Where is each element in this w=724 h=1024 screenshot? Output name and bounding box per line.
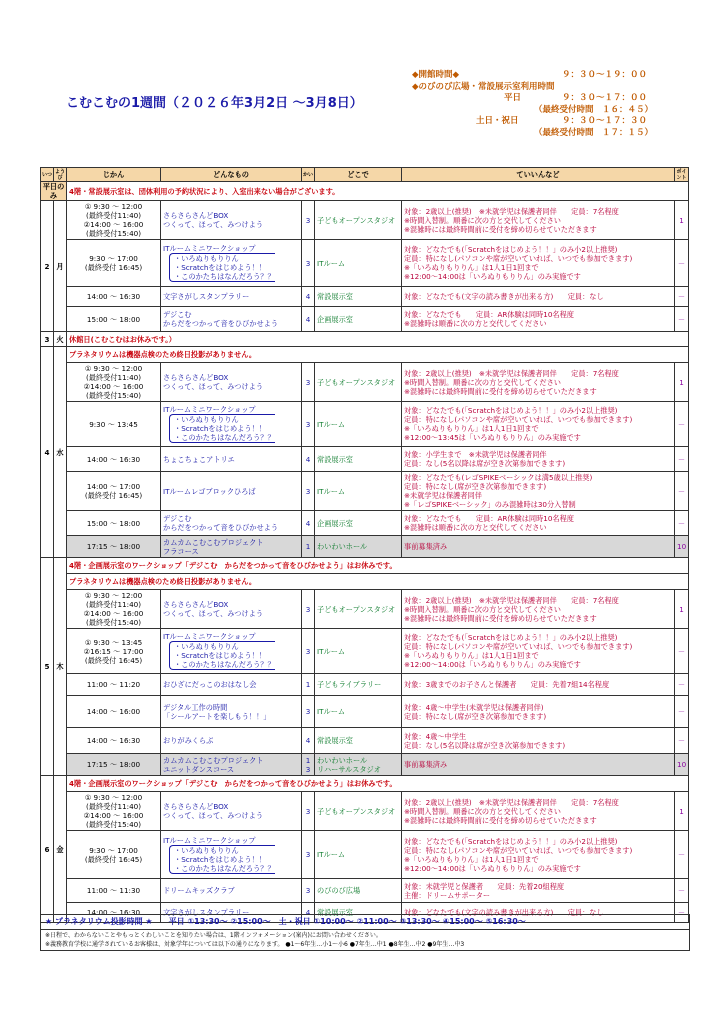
header-donna: どんなもの <box>161 168 302 182</box>
date-4: 4 <box>41 347 54 558</box>
time: 14:00 ～ 16:30 <box>67 447 161 472</box>
floor: 3 <box>302 402 315 447</box>
dow-6: 金 <box>54 776 67 923</box>
weekday-time: ９：３０～１７：００ <box>562 93 648 103</box>
footer-notes <box>41 929 689 950</box>
table-row <box>41 402 689 447</box>
floor: 3 <box>302 629 315 674</box>
table-row <box>41 347 689 363</box>
time: ②14:00 ～ 16:00 <box>83 811 144 820</box>
table-row <box>41 792 689 831</box>
floor: 1 <box>305 755 311 765</box>
table-row <box>41 776 689 792</box>
day-notice: プラネタリウムは機器点検のため終日投影がありません。 <box>67 347 689 363</box>
detail: 対象：4歳～中学生(未就学児は保護者同伴) <box>404 702 544 712</box>
event-subtitle: フラコース <box>163 546 199 556</box>
place: リハーサルスタジオ <box>317 764 381 774</box>
header-kai: かい <box>302 168 315 182</box>
detail: 対象：2歳以上(推奨) ※未就学児は保護者同伴 定員：7名程度 <box>404 368 619 378</box>
floor: 3 <box>305 764 311 774</box>
event-name: ITルームミニワークショップ <box>163 632 256 641</box>
time: 14:00 ～ 16:30 <box>67 903 161 923</box>
floor: 3 <box>302 831 315 879</box>
event-subtitle: ユニットダンスコース <box>163 764 235 774</box>
detail: 対象：どなたでも(文字の読み書きが出来る方) 定員：なし <box>402 287 675 307</box>
table-row <box>41 307 689 332</box>
place: ITルーム <box>315 831 402 879</box>
workshop-item: ・いろぬりもりりん <box>174 642 239 651</box>
time: 15:00 ～ 18:00 <box>67 307 161 332</box>
table-row <box>41 287 689 307</box>
floor: 3 <box>302 879 315 903</box>
detail: 対象：4歳～中学生 <box>404 731 467 741</box>
time: ②14:00 ～ 16:00 <box>83 382 144 391</box>
detail: 対象：どなたでも(「Scratchをはじめよう！！」のみ小2以上推奨) <box>404 406 618 415</box>
detail: 対象：どなたでも 定員：AR体験は同時10名程度 <box>404 514 574 523</box>
detail: 対象：どなたでも(文字の読み書きが出来る方) 定員：なし <box>402 903 675 923</box>
time: ① 9:30 ～ 12:00 <box>84 591 143 600</box>
point: － <box>675 629 689 674</box>
event-subtitle: 「シールアートを楽しもう！！」 <box>163 711 271 721</box>
header-jikan: じかん <box>67 168 161 182</box>
detail: 対象：どなたでも(「Scratchをはじめよう！！」のみ小2以上推奨) <box>404 245 618 254</box>
table-row <box>41 558 689 574</box>
event-name: ITルームレゴブロックひろば <box>161 472 302 511</box>
detail: ※時間入替制。順番に次の方と交代してください <box>404 806 561 816</box>
place: ITルーム <box>315 472 402 511</box>
dow-5: 木 <box>54 558 67 776</box>
time: ① 9:30 ～ 12:00 <box>84 793 143 802</box>
time-note: (最終受付11:40) <box>85 600 142 609</box>
detail: 対象：3歳までのお子さんと保護者 定員：先着7組14名程度 <box>402 674 675 696</box>
point: 10 <box>675 754 689 776</box>
time-note: (最終受付11:40) <box>85 211 142 220</box>
time-note: (最終受付15:40) <box>85 229 142 238</box>
day-notice: 4階・企画展示室のワークショップ「デジこむ からだをつかって音をひびかせよう」はお休みです。 <box>67 558 689 574</box>
detail: ※12:00～14:00は「いろぬりもりりん」のみ実施です <box>404 863 581 873</box>
place: わいわいホール <box>317 755 368 765</box>
workshop-list <box>169 414 275 443</box>
place: ITルーム <box>315 696 402 728</box>
detail: ※混雑時には最終時間前に受付を締め切らせていただきます <box>404 613 597 623</box>
detail: ※「いろぬりもりりん」は1人1日1回まで <box>404 424 539 433</box>
table-row <box>41 696 689 728</box>
floor: 3 <box>302 590 315 629</box>
time-note: (最終受付11:40) <box>85 373 142 382</box>
table-row <box>41 536 689 558</box>
time-note: (最終受付 16:45) <box>84 655 143 665</box>
point: － <box>675 903 689 923</box>
detail: 対象：どなたでも(レゴSPIKEベーシックは満5歳以上推奨) <box>404 473 593 482</box>
detail: 定員：なし(5名以降は席が空き次第参加できます) <box>404 740 566 750</box>
detail: ※「いろぬりもりりん」は1人1日1回まで <box>404 263 539 272</box>
workshop-item: ・このかたちはなんだろう？？ <box>174 272 275 281</box>
detail: ※時間入替制。順番に次の方と交代してください <box>404 215 561 225</box>
point: － <box>675 307 689 332</box>
floor: 1 <box>302 674 315 696</box>
place: 常設展示室 <box>315 287 402 307</box>
time-note: (最終受付 16:45) <box>84 263 143 272</box>
table-row <box>41 447 689 472</box>
time: 14:00 ～ 17:00 <box>86 482 141 491</box>
time: 17:15 ～ 18:00 <box>67 536 161 558</box>
detail: 定員：特になし(パソコンや席が空いていれば、いつでも参加できます) <box>404 642 633 651</box>
detail: 定員：特になし(パソコンや席が空いていれば、いつでも参加できます) <box>404 845 633 855</box>
time: 15:00 ～ 18:00 <box>67 511 161 536</box>
point: 1 <box>675 792 689 831</box>
place: ITルーム <box>315 629 402 674</box>
header-youbi: ようび <box>54 168 65 181</box>
detail: 対象：どなたでも 定員：AR体験は同時10名程度 <box>404 310 574 319</box>
point: － <box>675 696 689 728</box>
event-name: デジこむ <box>163 310 192 319</box>
table-row <box>41 240 689 287</box>
footer <box>40 914 690 951</box>
place: わいわいホール <box>315 536 402 558</box>
point: － <box>675 402 689 447</box>
table-row <box>41 472 689 511</box>
day-notice: 4階・企画展示室のワークショップ「デジこむ からだをつかって音をひびかせよう」はお休みです。 <box>67 776 689 792</box>
time-note: (最終受付15:40) <box>85 618 142 627</box>
floor: 3 <box>302 201 315 240</box>
place: 常設展示室 <box>315 447 402 472</box>
workshop-list <box>169 845 275 874</box>
time: ① 9:30 ～ 12:00 <box>84 364 143 373</box>
table-row <box>41 332 689 347</box>
time: 9:30 ～ 17:00 <box>89 254 138 263</box>
place: 企画展示室 <box>315 511 402 536</box>
event-subtitle: つくって、ほって、みつけよう <box>163 220 264 229</box>
point: － <box>675 879 689 903</box>
detail: 対象：小学生まで ※未就学児は保護者同伴 <box>404 450 547 459</box>
time: 17:15 ～ 18:00 <box>67 754 161 776</box>
place: 子どもオープンスタジオ <box>315 792 402 831</box>
event-name: ちょこちょこアトリエ <box>161 447 302 472</box>
place: ITルーム <box>315 402 402 447</box>
table-row <box>41 879 689 903</box>
weekday-only-label: 平日のみ <box>41 182 67 201</box>
event-name: さらさらさんどBOX <box>163 373 229 382</box>
floor: 1 <box>302 536 315 558</box>
holiday-last: （最終受付時間 １７：１５） <box>534 127 654 138</box>
detail: 定員：特になし(パソコンや席が空いていれば、いつでも参加できます) <box>404 254 633 263</box>
schedule-table <box>40 167 689 923</box>
workshop-item: ・いろぬりもりりん <box>174 254 239 263</box>
workshop-item: ・いろぬりもりりん <box>174 845 239 855</box>
holiday-time: ９：３０～１７：３０ <box>562 116 648 126</box>
dow-4: 水 <box>54 347 67 558</box>
detail: ※「いろぬりもりりん」は1人1日1回まで <box>404 651 539 660</box>
detail: 定員：なし(5名以降は席が空き次第参加できます) <box>404 459 566 468</box>
event-name: さらさらさんどBOX <box>163 211 229 220</box>
table-row <box>41 363 689 402</box>
detail: ※「いろぬりもりりん」は1人1日1回まで <box>404 854 539 864</box>
event-name: カムカムこむこむプロジェクト <box>163 537 264 547</box>
floor: 3 <box>302 792 315 831</box>
point: － <box>675 447 689 472</box>
open-time: ９：３０～１９：００ <box>562 70 648 80</box>
table-row <box>41 754 689 776</box>
place: 常設展示室 <box>315 728 402 754</box>
table-row <box>41 574 689 590</box>
date-3: 3 <box>41 332 54 347</box>
header-point: ポイント <box>676 168 687 181</box>
plaza-label: ◆のびのび広場・常設展示室利用時間 <box>412 81 555 92</box>
time: ① 9:30 ～ 12:00 <box>84 202 143 211</box>
detail: ※「レゴSPIKEベーシック」のみ混雑時は30分入替制 <box>404 500 576 509</box>
point: 1 <box>675 201 689 240</box>
date-5: 5 <box>41 558 54 776</box>
detail: 対象：2歳以上(推奨) ※未就学児は保護者同伴 定員：7名程度 <box>404 206 619 216</box>
point: 1 <box>675 590 689 629</box>
detail: 対象：どなたでも(「Scratchをはじめよう！！」のみ小2以上推奨) <box>404 836 618 846</box>
event-name: ドリームキッズクラブ <box>161 879 302 903</box>
time-note: (最終受付15:40) <box>85 820 142 829</box>
detail: 対象：どなたでも(「Scratchをはじめよう！！」のみ小2以上推奨) <box>404 633 618 642</box>
detail: ※未就学児は保護者同伴 <box>404 491 482 500</box>
workshop-list <box>169 641 275 670</box>
footer-note: ※日程で、わからないことやもっとくわしいことを知りたい場合は、1階インフォメーション(案内)にお問い合わせください。 <box>45 932 382 939</box>
event-name: 文字さがしスタンプラリー <box>161 287 302 307</box>
detail: ※12:00～13:45は「いろぬりもりりん」のみ実施です <box>404 433 581 442</box>
point: － <box>675 511 689 536</box>
floor: 3 <box>302 696 315 728</box>
event-name: カムカムこむこむプロジェクト <box>163 755 264 765</box>
event-subtitle: つくって、ほって、みつけよう <box>163 811 264 820</box>
open-label: ◆開館時間◆ <box>412 70 460 80</box>
detail: 定員：特になし(席が空き次第参加できます) <box>404 482 547 491</box>
workshop-item: ・いろぬりもりりん <box>174 415 239 424</box>
event-name: 文字さがしスタンプラリー <box>161 903 302 923</box>
place: 子どもライブラリー <box>315 674 402 696</box>
event-subtitle: つくって、ほって、みつけよう <box>163 609 264 618</box>
table-row <box>41 590 689 629</box>
time: ① 9:30 ～ 13:45 <box>84 637 143 647</box>
date-2: 2 <box>41 201 54 332</box>
workshop-item: ・Scratchをはじめよう！！ <box>174 424 266 433</box>
floor: 3 <box>302 363 315 402</box>
workshop-item: ・Scratchをはじめよう！！ <box>174 263 266 272</box>
event-name: さらさらさんどBOX <box>163 600 229 609</box>
point: － <box>675 472 689 511</box>
workshop-list <box>169 253 275 282</box>
event-name: おひざにだっこのおはなし会 <box>161 674 302 696</box>
floor: 4 <box>302 287 315 307</box>
time: 14:00 ～ 16:30 <box>67 728 161 754</box>
weekday-last: （最終受付時間 １６：４５） <box>534 104 654 115</box>
floor: 4 <box>302 511 315 536</box>
header-itsu: いつ <box>41 168 54 182</box>
floor: 4 <box>302 728 315 754</box>
time: ②14:00 ～ 16:00 <box>83 609 144 618</box>
day-notice: プラネタリウムは機器点検のため終日投影がありません。 <box>67 574 689 590</box>
point: 10 <box>675 536 689 558</box>
place: 企画展示室 <box>315 307 402 332</box>
point: － <box>675 728 689 754</box>
detail: 事前募集済み <box>402 536 675 558</box>
header-row <box>41 168 689 182</box>
time: 14:00 ～ 16:30 <box>67 287 161 307</box>
workshop-item: ・このかたちはなんだろう？？ <box>174 433 275 442</box>
event-name: ITルームミニワークショップ <box>163 405 256 414</box>
table-row <box>41 728 689 754</box>
detail: 対象：2歳以上(推奨) ※未就学児は保護者同伴 定員：7名程度 <box>404 797 619 807</box>
table-row <box>41 511 689 536</box>
closed-notice: 休館日(こむこむはお休みです。） <box>67 332 689 347</box>
workshop-item: ・Scratchをはじめよう！！ <box>174 854 266 864</box>
event-name: デジこむ <box>163 514 192 523</box>
event-subtitle: つくって、ほって、みつけよう <box>163 382 264 391</box>
event-subtitle: からだをつかって音をひびかせよう <box>163 523 279 532</box>
footer-note: ※義務教育学校に通学されているお客様は、対象学年については以下の通りになります。 ●1～6年生…小1～小6 ●7年生…中1 ●8年生…中2 ●9年生…中3 <box>45 941 465 948</box>
header-iinado: ていいんなど <box>402 168 675 182</box>
floor: 4 <box>302 307 315 332</box>
table-row <box>41 674 689 696</box>
detail: ※混雑時には最終時間前に受付を締め切らせていただきます <box>404 386 597 396</box>
detail: ※混雑時は順番に次の方と交代してください <box>404 523 547 532</box>
workshop-item: ・Scratchをはじめよう！！ <box>174 651 266 660</box>
time: 9:30 ～ 13:45 <box>67 402 161 447</box>
detail: 対象：2歳以上(推奨) ※未就学児は保護者同伴 定員：7名程度 <box>404 595 619 605</box>
dow-3: 火 <box>54 332 67 347</box>
point: － <box>675 674 689 696</box>
workshop-item: ・このかたちはなんだろう？？ <box>174 863 275 873</box>
weekday-notice: 4階・常設展示室は、団体利用の予約状況により、入室出来ない場合がございます。 <box>67 182 689 201</box>
holiday-label: 土日・祝日 <box>476 116 519 126</box>
detail: 事前募集済み <box>402 754 675 776</box>
detail: ※混雑時には最終時間前に受付を締め切らせていただきます <box>404 224 597 234</box>
table-row <box>41 831 689 879</box>
weekday-only-row <box>41 182 689 201</box>
time: 11:00 ～ 11:30 <box>67 879 161 903</box>
dow-2: 月 <box>54 201 67 332</box>
floor: 4 <box>302 447 315 472</box>
detail: ※12:00～14:00は「いろぬりもりりん」のみ実施です <box>404 660 581 669</box>
detail: ※12:00～14:00は「いろぬりもりりん」のみ実施です <box>404 272 581 281</box>
point: － <box>675 831 689 879</box>
header-doko: どこで <box>315 168 402 182</box>
weekday-label: 平日 <box>504 93 522 103</box>
point: － <box>675 240 689 287</box>
time-note: (最終受付 16:45) <box>84 491 143 500</box>
detail: ※混雑時は順番に次の方と交代してください <box>404 319 547 328</box>
detail: 定員：特になし(席が空き次第参加できます) <box>404 711 547 721</box>
floor: 4 <box>302 903 315 923</box>
table-row <box>41 201 689 240</box>
floor: 3 <box>302 240 315 287</box>
floor: 3 <box>302 472 315 511</box>
time-note: (最終受付15:40) <box>85 391 142 400</box>
event-name: おりがみくらぶ <box>161 728 302 754</box>
table-row <box>41 629 689 674</box>
place: 子どもオープンスタジオ <box>315 590 402 629</box>
time: 11:00 ～ 11:20 <box>67 674 161 696</box>
place: 常設展示室 <box>315 903 402 923</box>
detail: 定員：特になし(パソコンや席が空いていれば、いつでも参加できます) <box>404 415 633 424</box>
point: － <box>675 287 689 307</box>
detail: ※混雑時には最終時間前に受付を締め切らせていただきます <box>404 815 597 825</box>
workshop-item: ・このかたちはなんだろう？？ <box>174 660 275 669</box>
detail: 対象：未就学児と保護者 定員：先着20組程度 <box>404 881 565 891</box>
point: 1 <box>675 363 689 402</box>
detail: 主催：ドリームサポーター <box>404 890 491 900</box>
detail: ※時間入替制。順番に次の方と交代してください <box>404 604 561 614</box>
date-6: 6 <box>41 776 54 923</box>
event-name: さらさらさんどBOX <box>163 802 229 811</box>
place: 子どもオープンスタジオ <box>315 363 402 402</box>
time-note: (最終受付 16:45) <box>84 854 143 864</box>
place: 子どもオープンスタジオ <box>315 201 402 240</box>
planetarium-times: ★ プラネタリウム投影時間 ★ 平日 ①13:30～ ②15:00～ 土・祝日 ①10:00～ ②11:00～ ③13:30～ ④15:00～ ⑤16:30～ <box>41 914 689 929</box>
place: ITルーム <box>315 240 402 287</box>
page-title: こむこむの1週間（２０２６年3月2日 ～3月8日） <box>66 96 363 111</box>
time: ②14:00 ～ 16:00 <box>83 220 144 229</box>
detail: ※時間入替制。順番に次の方と交代してください <box>404 377 561 387</box>
event-name: デジタル工作の時間 <box>163 702 228 712</box>
event-subtitle: からだをつかって音をひびかせよう <box>163 319 279 328</box>
place: のびのび広場 <box>315 879 402 903</box>
event-name: ITルームミニワークショップ <box>163 244 256 253</box>
time: ②16:15 ～ 17:00 <box>83 646 144 656</box>
event-name: ITルームミニワークショップ <box>163 835 256 845</box>
time: 14:00 ～ 16:00 <box>67 696 161 728</box>
time-note: (最終受付11:40) <box>85 802 142 811</box>
time: 9:30 ～ 17:00 <box>89 845 138 855</box>
